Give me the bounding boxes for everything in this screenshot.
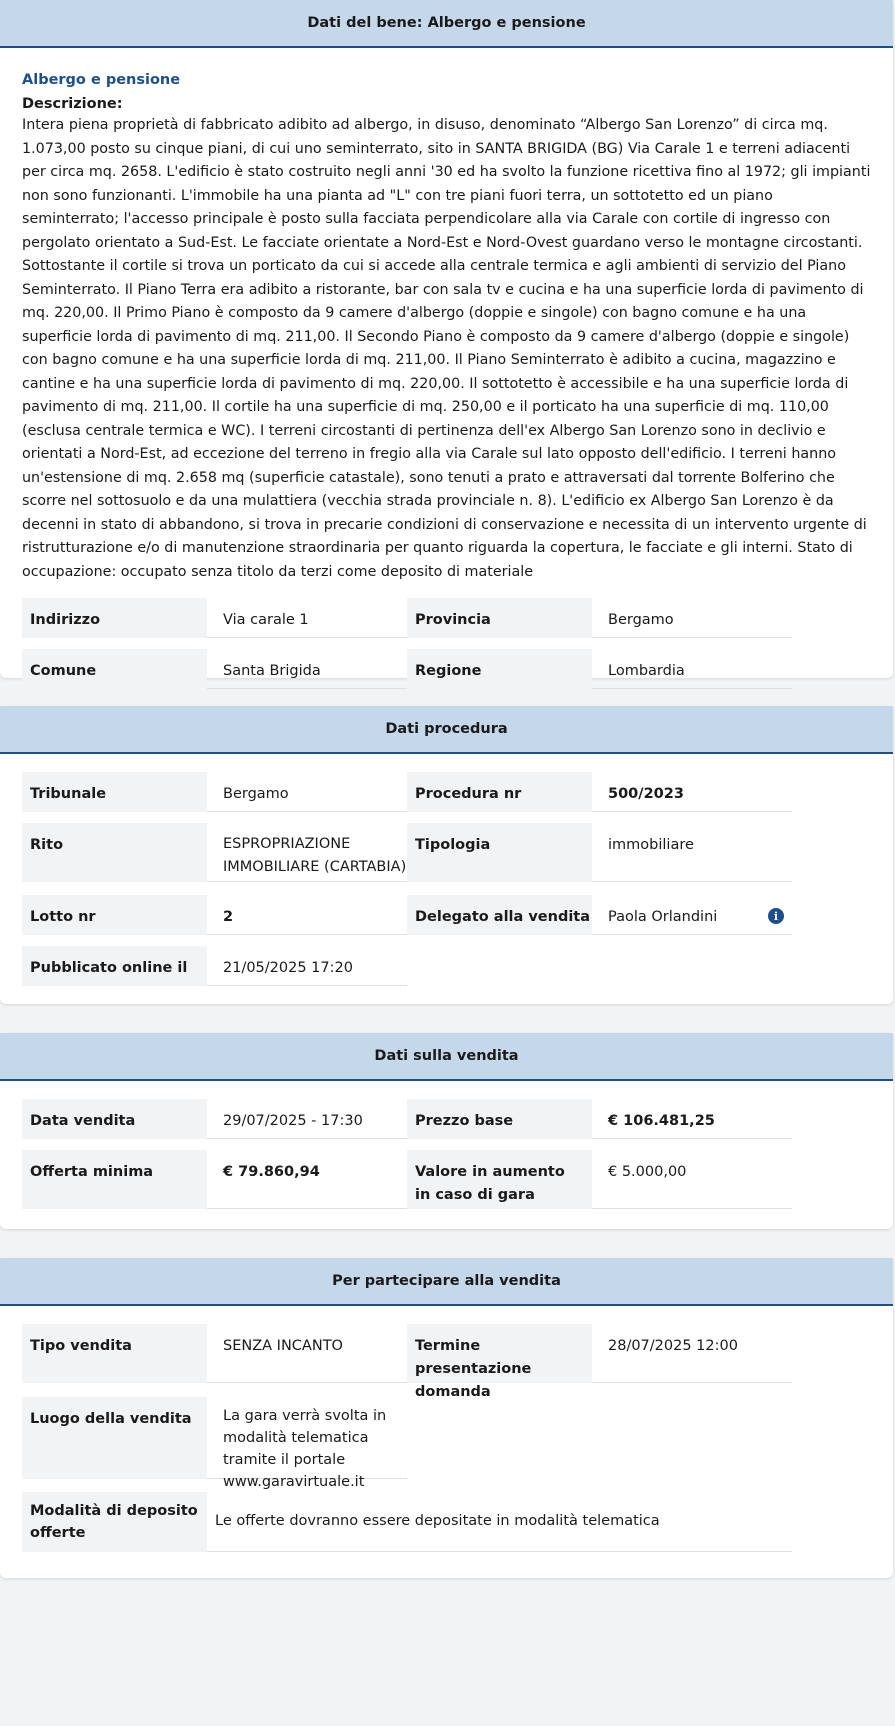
deposito-value: Le offerte dovranno essere depositate in modalità telematica bbox=[207, 1492, 792, 1552]
info-icon[interactable]: i bbox=[768, 908, 784, 924]
indirizzo-value: Via carale 1 bbox=[207, 598, 407, 638]
partecipare-header: Per partecipare alla vendita bbox=[0, 1258, 893, 1306]
regione-label: Regione bbox=[407, 649, 592, 689]
offerta-minima-value: € 79.860,94 bbox=[207, 1150, 407, 1209]
procedura-fields bbox=[22, 772, 792, 992]
aumento-value: € 5.000,00 bbox=[592, 1150, 792, 1209]
tipologia-value: immobiliare bbox=[592, 823, 792, 882]
lotto-label: Lotto nr bbox=[22, 895, 207, 935]
partecipare-fields bbox=[22, 1324, 792, 1554]
comune-value: Santa Brigida bbox=[207, 649, 407, 689]
luogo-label: Luogo della vendita bbox=[22, 1397, 207, 1479]
bene-header: Dati del bene: Albergo e pensione bbox=[0, 0, 893, 48]
bene-subtitle: Albergo e pensione bbox=[22, 72, 181, 88]
luogo-value: La gara verrà svolta in modalità telematica tramite il portale www.garavirtuale.it bbox=[207, 1397, 407, 1479]
tribunale-value: Bergamo bbox=[207, 772, 407, 812]
data-vendita-value: 29/07/2025 - 17:30 bbox=[207, 1099, 407, 1139]
pubblicato-value: 21/05/2025 17:20 bbox=[207, 946, 407, 986]
prezzo-base-value: € 106.481,25 bbox=[592, 1099, 792, 1139]
lotto-value: 2 bbox=[207, 895, 407, 935]
procedura-nr-value: 500/2023 bbox=[592, 772, 792, 812]
vendita-header: Dati sulla vendita bbox=[0, 1033, 893, 1081]
comune-label: Comune bbox=[22, 649, 207, 689]
vendita-fields bbox=[22, 1099, 792, 1219]
termine-label: Termine presentazione domanda bbox=[407, 1324, 592, 1383]
offerta-minima-label: Offerta minima bbox=[22, 1150, 207, 1209]
vendita-card bbox=[0, 1033, 893, 1229]
partecipare-card bbox=[0, 1258, 893, 1578]
delegato-cell bbox=[592, 895, 792, 935]
tribunale-label: Tribunale bbox=[22, 772, 207, 812]
tipo-vendita-value: SENZA INCANTO bbox=[207, 1324, 407, 1383]
description-label: Descrizione: bbox=[22, 96, 123, 112]
termine-value: 28/07/2025 12:00 bbox=[592, 1324, 792, 1383]
bene-card bbox=[0, 0, 893, 678]
provincia-value: Bergamo bbox=[592, 598, 792, 638]
tipologia-label: Tipologia bbox=[407, 823, 592, 882]
tipo-vendita-label: Tipo vendita bbox=[22, 1324, 207, 1383]
indirizzo-label: Indirizzo bbox=[22, 598, 207, 638]
procedura-nr-label: Procedura nr bbox=[407, 772, 592, 812]
provincia-label: Provincia bbox=[407, 598, 592, 638]
delegato-label: Delegato alla vendita bbox=[407, 895, 592, 935]
regione-value: Lombardia bbox=[592, 649, 792, 689]
procedura-header: Dati procedura bbox=[0, 706, 893, 754]
procedura-card bbox=[0, 706, 893, 1004]
rito-label: Rito bbox=[22, 823, 207, 882]
prezzo-base-label: Prezzo base bbox=[407, 1099, 592, 1139]
deposito-label: Modalità di deposito offerte bbox=[22, 1492, 207, 1552]
delegato-value: Paola Orlandini bbox=[608, 909, 718, 925]
pubblicato-label: Pubblicato online il bbox=[22, 946, 207, 986]
rito-value: ESPROPRIAZIONE IMMOBILIARE (CARTABIA) bbox=[207, 823, 407, 882]
data-vendita-label: Data vendita bbox=[22, 1099, 207, 1139]
aumento-label: Valore in aumento in caso di gara bbox=[407, 1150, 592, 1209]
description-text: Intera piena proprietà di fabbricato adibito ad albergo, in disuso, denominato “Albergo San Lorenzo” di circa mq. 1.073,00 posto su cinque piani, di cui uno seminterrato, sito in SANTA BRIGIDA (BG) Via Carale 1 e terreni adiacenti per circa mq. 2658. L'edificio è stato costruito negli anni '30 ed ha svolto la funzione ricettiva fino al 1972; gli impianti non sono funzionanti. L'immobile ha una pianta ad "L" con tre piani fuori terra, un sottotetto ed un piano seminterrato; l'accesso principale è posto sulla facciata perpendicolare alla via Carale con cortile di ingresso con pergolato orientato a Sud-Est. Le facciate orientate a Nord-Est e Nord-Ovest guardano verso le montagne circostanti. Sottostante il cortile si trova un porticato da cui si accede alla centrale termica e agli ambienti di servizio del Piano Seminterrato. Il Piano Terra era adibito a ristorante, bar con sala tv e cucina e ha una superficie lorda di pavimento di mq. 220,00. Il Primo Piano è composto da 9 camere d'albergo (doppie e singole) con bagno comune e ha una superficie lorda di pavimento di mq. 211,00. Il Secondo Piano è composto da 9 camere d'albergo (doppie e singole) con bagno comune e ha una superficie lorda di mq. 211,00. Il Piano Seminterrato è adibito a cucina, magazzino e cantine e ha una superficie lorda di pavimento di mq. 220,00. Il sottotetto è accessibile e ha una superficie lorda di pavimento di mq. 211,00. Il cortile ha una superficie di mq. 250,00 e il porticato ha una superficie di mq. 110,00 (esclusa centrale termica e WC). I terreni circostanti di pertinenza dell'ex Albergo San Lorenzo sono in declivio e orientati a Nord-Est, ad eccezione del terreno in fregio alla via Carale sul lato opposto dell'edificio. I terreni hanno un'estensione di mq. 2.658 mq (superficie catastale), sono tenuti a prato e attraversati dal torrente Bolferino che scorre nel sottosuolo e da una mulattiera (vecchia strada provinciale n. 8). L'edificio ex Albergo San Lorenzo è da decenni in stato di abbandono, si trova in precarie condizioni di conservazione e necessita di un intervento urgente di ristrutturazione e/o di manutenzione straordinaria per quanto riguarda la copertura, le facciate e gli interni. Stato di occupazione: occupato senza titolo da terzi come deposito di materiale bbox=[22, 117, 871, 580]
